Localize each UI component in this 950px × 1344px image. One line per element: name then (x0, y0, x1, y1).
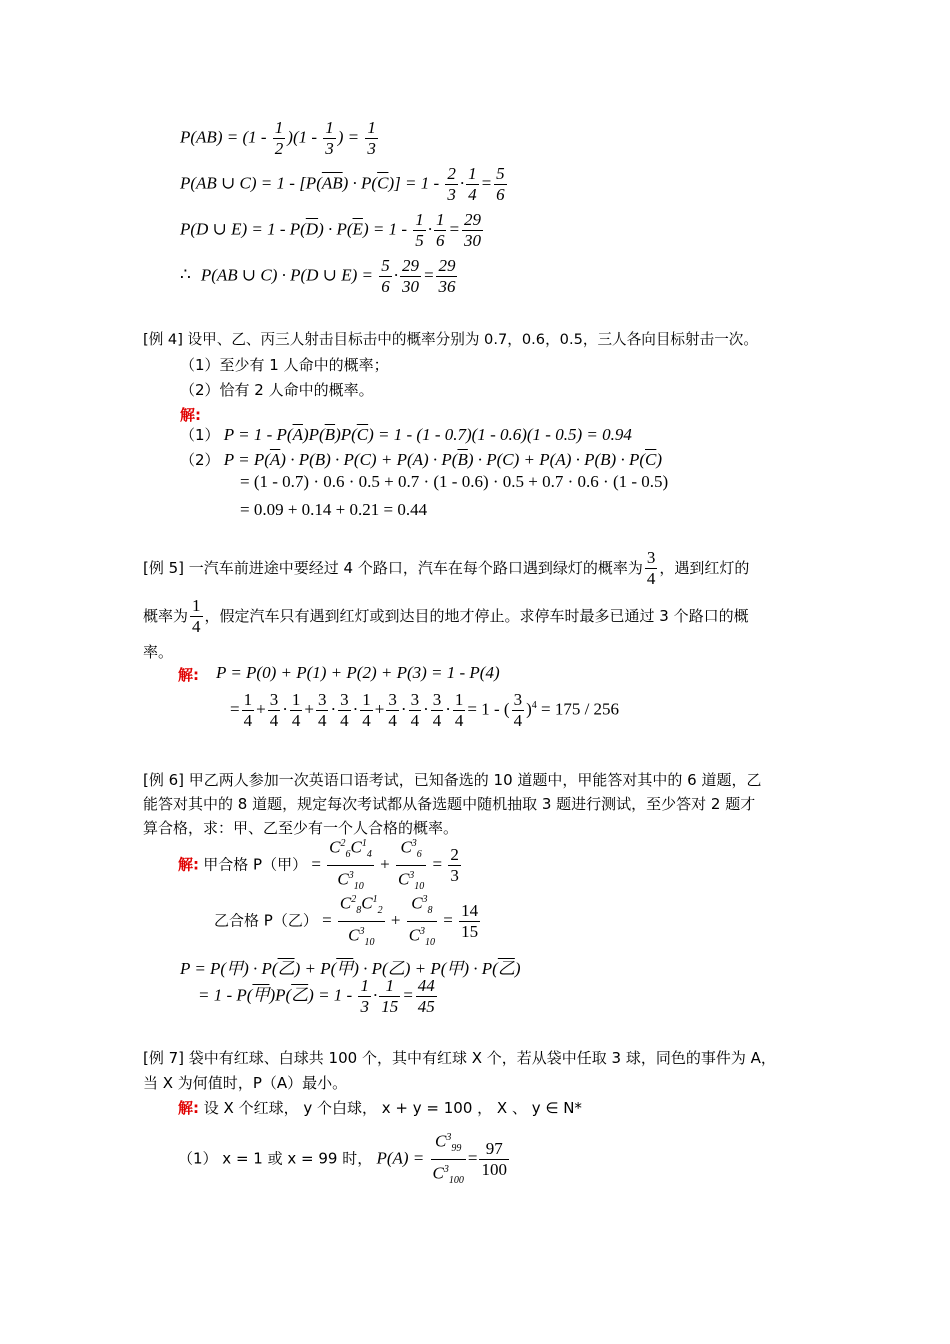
fraction (413, 210, 426, 251)
denominator: 4 (454, 711, 464, 730)
c: C (432, 1163, 444, 1183)
denominator: 6 (381, 277, 390, 296)
numerator: 1 (192, 596, 201, 615)
denominator: 36 (438, 277, 456, 296)
complement-yi: 乙 (291, 985, 309, 1005)
complement-d: $\overline{D}$ (305, 219, 319, 239)
formula-text: = 1 - P( (198, 985, 253, 1005)
numerator: 5 (496, 164, 505, 183)
denominator: 30 (401, 277, 419, 296)
formula-text: ) · P( (342, 173, 378, 193)
fraction (453, 690, 466, 731)
denominator: 4 (410, 711, 420, 730)
fraction (379, 976, 400, 1017)
ex5-heading-line2 (143, 596, 749, 637)
complement-b: $\overline{B}$ (324, 425, 336, 444)
ex5-line2 (230, 690, 619, 731)
plus: + (374, 699, 385, 719)
c: C (337, 869, 349, 889)
fraction (365, 118, 378, 159)
sub: 100 (448, 1175, 464, 1187)
dot: · (352, 699, 359, 719)
fraction (512, 690, 525, 731)
fraction (386, 690, 399, 731)
dot: · (423, 699, 429, 719)
numerator: 97 (485, 1139, 503, 1159)
ex4-question-2: （2）恰有 2 人命中的概率。 (180, 381, 374, 399)
ex4-solution-label: 解: (180, 406, 201, 424)
fraction (431, 1128, 466, 1191)
formula-text: ) · P(乙) + P(甲) · P( (353, 959, 498, 978)
numerator: 1 (362, 690, 371, 709)
ex4-answer-1 (180, 425, 632, 445)
ex4-heading: [例 4] 设甲、乙、丙三人射击目标击中的概率分别为 0.7，0.6，0.5，三人各向目标射击一次。 (143, 331, 759, 348)
denominator: 3 (367, 139, 376, 158)
formula-text: P(AB) = (1 - (180, 127, 271, 147)
denominator: 3 (325, 139, 334, 158)
numerator: $C^2_8C^1_2$ (339, 893, 383, 917)
equals: = (402, 985, 414, 1005)
denominator: 6 (496, 185, 505, 204)
numerator: 1 (454, 690, 464, 709)
formula-text: ) · P(B) · P(C) + P(A) · P( (280, 450, 458, 469)
c: C (411, 893, 423, 913)
label-text: （1） x = 1 或 x = 99 时， (178, 1149, 373, 1168)
numerator: 1 (325, 118, 334, 137)
c: C (350, 837, 362, 857)
numerator: 1 (385, 976, 394, 995)
numerator: $C^3_6$ (400, 837, 422, 861)
ex6-heading-line2: 能答对其中的 8 道题，规定每次考试都从备选题中随机抽取 3 题进行测试，至少答对 2 题才 (143, 795, 756, 813)
numerator: 3 (432, 690, 442, 709)
denominator (431, 1159, 466, 1191)
denominator: $C^3_{10}$ (407, 921, 437, 953)
complement-c: $\overline{C}$ (377, 173, 389, 193)
numerator: 29 (401, 256, 419, 275)
ex5-line1: P = P(0) + P(1) + P(2) + P(3) = 1 - P(4) (216, 663, 500, 682)
text: 设 X 个红球， y 个白球， x + y = 100 ， X 、 y ∈ N* (203, 1099, 582, 1117)
formula-text: P(A) = (376, 1148, 429, 1168)
fraction (360, 690, 373, 731)
fraction (431, 690, 444, 731)
ex6-heading-line3: 算合格，求：甲、乙至少有一个人合格的概率。 (143, 819, 459, 837)
denominator: 4 (291, 711, 301, 730)
numerator: 1 (468, 164, 477, 183)
formula-text: ) = 1 - (1 - 0.7)(1 - 0.6)(1 - 0.5) = 0.94 (368, 425, 632, 444)
numerator: 29 (438, 256, 456, 275)
denominator: 4 (432, 711, 442, 730)
numerator: 2 (447, 164, 456, 183)
ex7-heading-line1: [例 7] 袋中有红球、白球共 100 个，其中有红球 X 个，若从袋中任取 3 球，同色的事件为 A， (143, 1049, 776, 1067)
formula-text: )P( (269, 985, 292, 1005)
plus: + (256, 699, 266, 719)
numerator: 3 (317, 690, 327, 709)
complement-b: $\overline{B}$ (457, 450, 468, 469)
numerator: 3 (410, 690, 420, 709)
denominator: $C^3_{10}$ (396, 865, 426, 897)
formula-text: ) (526, 699, 532, 719)
formula-p-ab-union-c: P(AB ∪ $C) = 1 - [P(\overline{AB}) \cdot P(\overline{C})] = 1$ - $\frac{2}{3}$ · $\frac{1}{4}$ = $\frac{5}{6}$ (180, 164, 505, 204)
formula-text: )] = 1 - (388, 173, 444, 193)
formula-p-d-union-e: P(D ∪ $E) = 1 - P(\overline{D}) \cdot P(\overline{E}) = 1$ - $\frac{1}{5}$ · $\frac{1}{6}$ = $\frac{29}{30}$ (180, 210, 481, 250)
numerator: 29 (463, 210, 481, 229)
c: C (435, 1131, 447, 1151)
plus: + (380, 854, 390, 874)
complement-a: $\overline{A}$ (292, 425, 303, 444)
numerator: 1 (243, 690, 253, 709)
complement-e: $\overline{E}$ (352, 219, 363, 239)
denominator: 4 (317, 711, 327, 730)
complement-ab: $\overline{AB}$ (321, 173, 343, 193)
fraction (436, 256, 457, 297)
formula-text: ) (656, 450, 663, 469)
denominator: 15 (381, 997, 399, 1016)
numerator: 14 (461, 901, 479, 921)
formula-text: P = 1 - P( (223, 425, 293, 444)
numerator: 3 (646, 548, 656, 567)
denominator: 15 (461, 922, 479, 942)
formula-text: ) · P(C) + P(A) · P(B) · P( (467, 450, 645, 469)
label-text: 乙合格 P（乙） (214, 911, 318, 930)
ex7-solution-label: 解: (178, 1099, 199, 1117)
ex5-solution-label: 解: (178, 666, 199, 684)
ex4-answer-2-line2: = (1 - 0.7) · 0.6 · 0.5 + 0.7 · (1 - 0.6) · 0.5 + 0.7 · 0.6 · (1 - 0.5) (240, 472, 669, 491)
formula-text: )P( (302, 425, 325, 444)
ex7-heading-line2: 当 X 为何值时，P（A）最小。 (143, 1074, 348, 1092)
formula-text: ) = 1 - (362, 219, 412, 239)
ex4-answer-2 (180, 450, 662, 470)
formula-text: )(1 - (287, 127, 322, 147)
fraction (448, 845, 461, 886)
denominator: 4 (192, 617, 201, 636)
denominator: 3 (447, 185, 456, 204)
dot: · (400, 699, 407, 719)
fraction (323, 118, 336, 159)
denominator: 3 (360, 997, 369, 1016)
therefore-symbol: ∴ (180, 265, 191, 285)
numerator (431, 1128, 466, 1159)
complement-a: $\overline{A}$ (269, 450, 281, 469)
fraction (409, 690, 422, 731)
formula-text: = 1 - ( (467, 699, 510, 719)
complement-c: $\overline{C}$ (356, 425, 369, 444)
equals: = (311, 854, 321, 874)
denominator: 4 (340, 711, 349, 730)
denominator: 4 (388, 711, 397, 730)
denominator: 4 (269, 711, 279, 730)
text: [例 5] 一汽车前进途中要经过 4 个路口，汽车在每个路口遇到绿灯的概率为 (143, 559, 643, 577)
formula-text: P(D ∪ E) = 1 - P( (180, 219, 306, 239)
fraction (338, 890, 385, 953)
ex6-line4 (198, 976, 439, 1017)
fraction (268, 690, 281, 731)
formula-text: ) = (337, 127, 364, 147)
denominator: $C^3_{10}$ (338, 921, 385, 953)
denominator: 30 (463, 231, 481, 250)
denominator: 4 (362, 711, 371, 730)
complement-c: $\overline{C}$ (645, 450, 657, 469)
text: ，假定汽车只有遇到红灯或到达目的地才停止。求停车时最多已通过 3 个路口的概 (204, 607, 749, 625)
numerator: 1 (291, 690, 301, 709)
formula-text: ) (514, 959, 521, 978)
ex7-line2 (178, 1128, 511, 1191)
equals: = (230, 699, 240, 719)
numerator: 3 (388, 690, 397, 709)
dot: · (372, 985, 378, 1005)
ex6-jia-formula (178, 834, 463, 897)
numerator: $C^3_8$ (411, 893, 433, 917)
text: ，遇到红灯的 (659, 559, 750, 577)
c: C (329, 837, 341, 857)
dot: · (282, 699, 288, 719)
denominator: 3 (450, 866, 459, 886)
fraction (466, 164, 479, 205)
formula-text: ) · P( (318, 219, 353, 239)
numerator: 2 (450, 845, 459, 865)
equals: = (467, 1148, 478, 1168)
equals: = (432, 854, 443, 874)
numerator: 1 (367, 118, 376, 137)
numerator: 1 (274, 118, 284, 137)
numerator: 1 (435, 210, 445, 229)
fraction (462, 210, 483, 251)
fraction (400, 256, 421, 297)
fraction (445, 164, 458, 205)
c: C (408, 925, 421, 945)
ex6-heading-line1: [例 6] 甲乙两人参加一次英语口语考试，已知备选的 10 道题中，甲能答对其中的 6 道题，乙 (143, 771, 762, 789)
numerator: $C^2_6C^1_4$ (329, 837, 372, 861)
ex5-heading-line3: 率。 (143, 643, 174, 661)
fraction (190, 596, 203, 637)
dot: · (330, 699, 337, 719)
fraction (407, 890, 437, 953)
fraction (358, 976, 371, 1017)
c: C (400, 837, 412, 857)
numerator: 5 (381, 256, 390, 275)
complement-yi: 乙 (497, 959, 515, 978)
fraction (494, 164, 507, 205)
denominator: 6 (435, 231, 445, 250)
fraction (273, 118, 286, 159)
fraction (379, 256, 392, 297)
fraction (327, 834, 374, 897)
numerator: 44 (417, 976, 435, 995)
formula-text: ) = 1 - (308, 985, 357, 1005)
text: 概率为 (143, 607, 189, 625)
formula-text: P(AB ∪ C) = 1 - [P( (180, 173, 322, 193)
fraction (338, 690, 351, 731)
ex4-answer-2-line3: = 0.09 + 0.14 + 0.21 = 0.44 (240, 500, 428, 519)
numerator: 3 (340, 690, 349, 709)
numerator: 3 (269, 690, 279, 709)
fraction (396, 834, 426, 897)
plus: + (390, 910, 401, 930)
ex6-solution-label: 解: (178, 855, 199, 874)
answer-label: （2） (180, 451, 220, 469)
fraction (416, 976, 437, 1017)
c: C (361, 893, 373, 913)
c: C (339, 893, 352, 913)
equals: = (443, 910, 453, 930)
denominator: 4 (468, 185, 477, 204)
ex5-heading-line1 (143, 548, 749, 589)
denominator: 4 (243, 711, 253, 730)
denominator: $C^3_{10}$ (327, 865, 374, 897)
numerator: 3 (513, 690, 523, 709)
denominator: 4 (646, 569, 656, 588)
numerator: 1 (415, 210, 424, 229)
complement-yi: 乙 (277, 959, 295, 978)
c: C (348, 925, 360, 945)
dot: · (445, 699, 451, 719)
formula-text: ) + P( (294, 959, 337, 978)
formula-p-ab (180, 118, 380, 159)
formula-text: )P( (335, 425, 357, 444)
fraction (290, 690, 303, 731)
sup: 3 (443, 1164, 449, 1176)
denominator: 2 (274, 139, 284, 158)
ex6-yi-formula (214, 890, 482, 953)
formula-text: P(AB ∪ C) · P(D ∪ E) = (200, 265, 378, 285)
complement-jia: 甲 (252, 985, 270, 1005)
fraction (645, 548, 658, 589)
exponent: 4 (531, 699, 537, 711)
numerator: 1 (360, 976, 369, 995)
sup: 3 (446, 1132, 452, 1143)
denominator: 45 (417, 997, 435, 1016)
equals: = (322, 910, 332, 930)
formula-text: P = P(甲) · P( (180, 959, 278, 978)
label-text: 甲合格 P（甲） (203, 855, 308, 874)
denominator: 5 (415, 231, 424, 250)
complement-jia: 甲 (336, 959, 354, 978)
sub: 99 (451, 1143, 462, 1155)
fraction (459, 901, 480, 942)
result: = 175 / 256 (541, 699, 620, 719)
ex7-line1 (178, 1098, 582, 1118)
fraction (479, 1139, 509, 1180)
formula-therefore: ∴ P(AB ∪ C) · P(D ∪ E) = $\frac{5}{6}$ · $\frac{29}{30}$ = $\frac{29}{36}$ (180, 256, 456, 296)
plus: + (304, 699, 314, 719)
denominator: 4 (513, 711, 523, 730)
denominator: 100 (481, 1160, 507, 1180)
fraction (242, 690, 255, 731)
answer-label: （1） (180, 426, 220, 444)
formula-text: P = P( (223, 450, 270, 469)
fraction (316, 690, 329, 731)
ex4-question-1: （1）至少有 1 人命中的概率； (180, 356, 389, 374)
c: C (397, 869, 410, 889)
fraction (434, 210, 447, 251)
